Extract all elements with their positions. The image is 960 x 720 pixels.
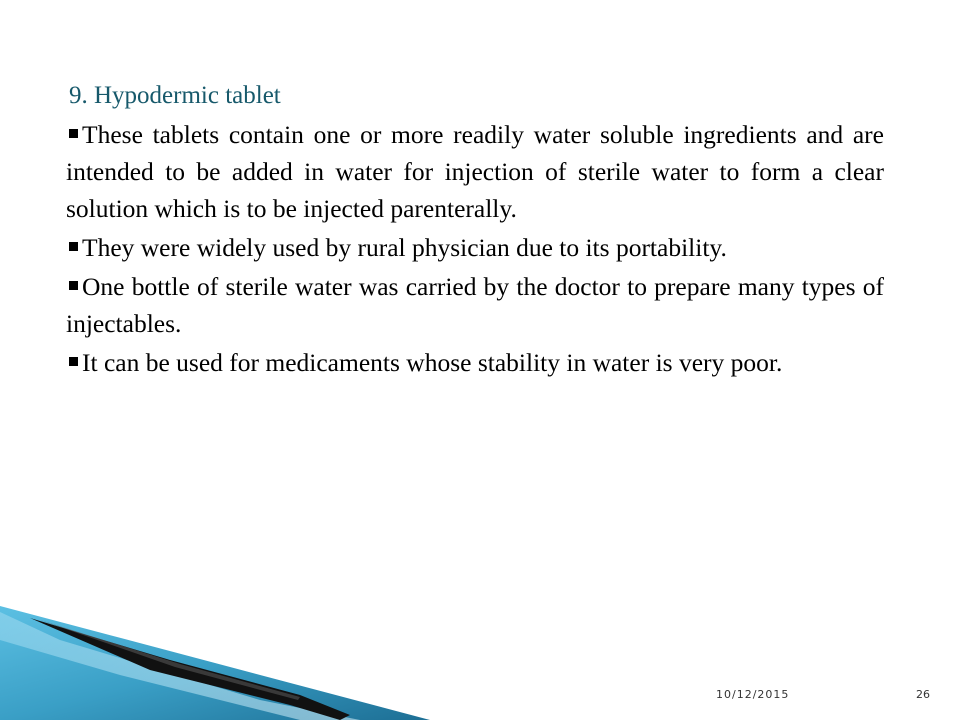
bullet-text: It can be used for medicaments whose stability in water is very poor. (82, 348, 783, 377)
slide-heading: 9. Hypodermic tablet (69, 82, 281, 109)
bullet-item (66, 268, 884, 342)
page-number: 26 (916, 688, 930, 701)
slide-body (66, 78, 884, 383)
bullet-item (66, 229, 884, 266)
bullet-text: These tablets contain one or more readily water soluble ingredients and are intended to be added in water for injection of sterile water to form a clear solution which is to be injected parenterally. (66, 120, 884, 223)
square-bullet-icon (69, 129, 78, 138)
square-bullet-icon (69, 357, 78, 366)
square-bullet-icon (69, 242, 78, 251)
bullet-item (66, 116, 884, 227)
bullet-list (66, 116, 884, 381)
square-bullet-icon (69, 281, 78, 290)
bullet-text: They were widely used by rural physician due to its portability. (82, 233, 727, 262)
footer-date: 10/12/2015 (716, 688, 790, 701)
bullet-text: One bottle of sterile water was carried by the doctor to prepare many types of injectables. (66, 272, 884, 338)
blue-swoosh (0, 606, 430, 720)
bullet-item (66, 344, 884, 381)
